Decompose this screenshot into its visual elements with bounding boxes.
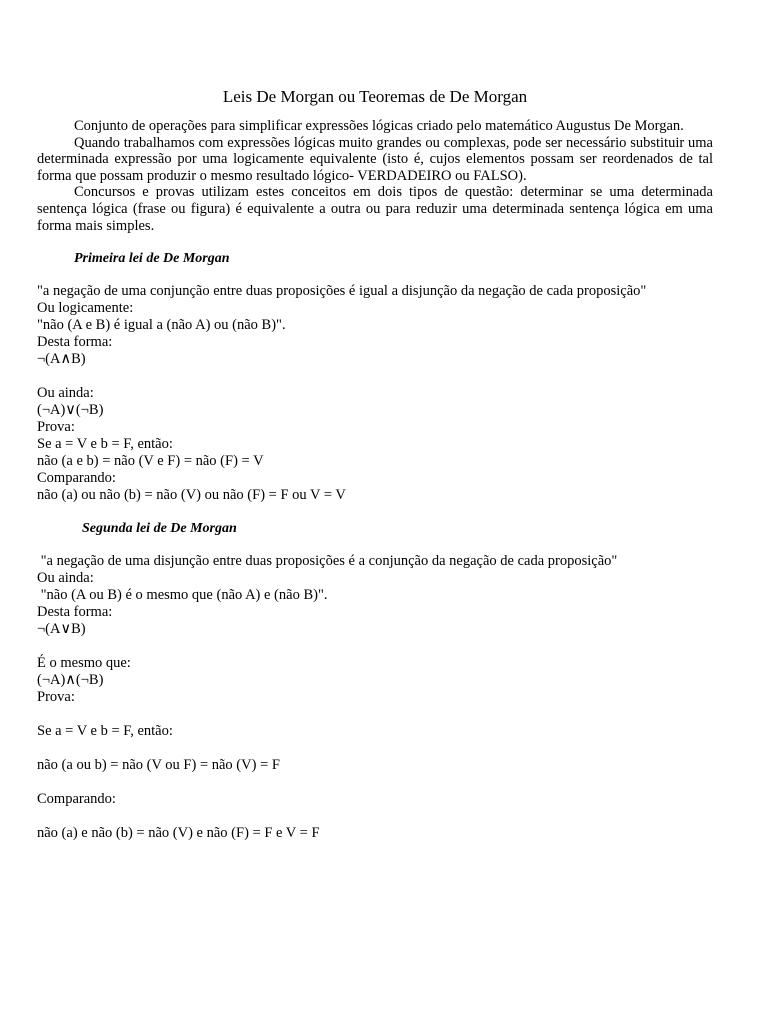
second-law-same-label: É o mesmo que: <box>37 655 131 672</box>
first-law-form-expr: ¬(A∧B) <box>37 351 86 368</box>
first-law-compare-line: não (a) ou não (b) = não (V) ou não (F) = F ou V = V <box>37 487 346 504</box>
second-law-same-expr: (¬A)∧(¬B) <box>37 672 104 689</box>
second-law-statement: "a negação de uma disjunção entre duas proposições é a conjunção da negação de cada proposição" <box>37 553 618 570</box>
first-law-logic-text: "não (A e B) é igual a (não A) ou (não B)". <box>37 317 286 334</box>
intro-paragraph-2: Quando trabalhamos com expressões lógicas muito grandes ou complexas, pode ser necessário substituir uma determinada expressão por uma logicamente equivalente (isto é, cujos elementos possam ser reordenados de tal forma que possam produzir o mesmo resultado lógico- VERDADEIRO ou FALSO). <box>37 134 713 184</box>
second-law-form-label: Desta forma: <box>37 604 113 621</box>
first-law-heading: Primeira lei de De Morgan <box>74 251 230 267</box>
first-law-proof-premise: Se a = V e b = F, então: <box>37 436 173 453</box>
first-law-alt-label: Ou ainda: <box>37 385 94 402</box>
second-law-form-expr: ¬(A∨B) <box>37 621 86 638</box>
second-law-compare-label: Comparando: <box>37 791 116 808</box>
second-law-logic-text: "não (A ou B) é o mesmo que (não A) e (não B)". <box>37 587 328 604</box>
first-law-statement: "a negação de uma conjunção entre duas proposições é igual a disjunção da negação de cada proposição" <box>37 283 647 300</box>
first-law-proof-line: não (a e b) = não (V e F) = não (F) = V <box>37 453 264 470</box>
first-law-compare-label: Comparando: <box>37 470 116 487</box>
second-law-proof-line: não (a ou b) = não (V ou F) = não (V) = F <box>37 757 280 774</box>
page-title: Leis De Morgan ou Teoremas de De Morgan <box>222 87 528 106</box>
second-law-alt-label: Ou ainda: <box>37 570 94 587</box>
first-law-proof-label: Prova: <box>37 419 75 436</box>
second-law-heading: Segunda lei de De Morgan <box>82 521 237 537</box>
first-law-alt-expr: (¬A)∨(¬B) <box>37 402 104 419</box>
second-law-compare-line: não (a) e não (b) = não (V) e não (F) = F e V = F <box>37 825 320 842</box>
first-law-form-label: Desta forma: <box>37 334 113 351</box>
intro-paragraph-3: Concursos e provas utilizam estes conceitos em dois tipos de questão: determinar se uma determinada sentença lógica (frase ou figura) é equivalente a outra ou para reduzir uma determinada sentença lógica em uma forma mais simples. <box>37 184 713 234</box>
second-law-proof-premise: Se a = V e b = F, então: <box>37 723 173 740</box>
second-law-proof-label: Prova: <box>37 689 75 706</box>
document-page <box>37 86 713 842</box>
intro-paragraph-1: Conjunto de operações para simplificar expressões lógicas criado pelo matemático Augustus De Morgan. <box>74 118 684 134</box>
first-law-logic-label: Ou logicamente: <box>37 300 134 317</box>
